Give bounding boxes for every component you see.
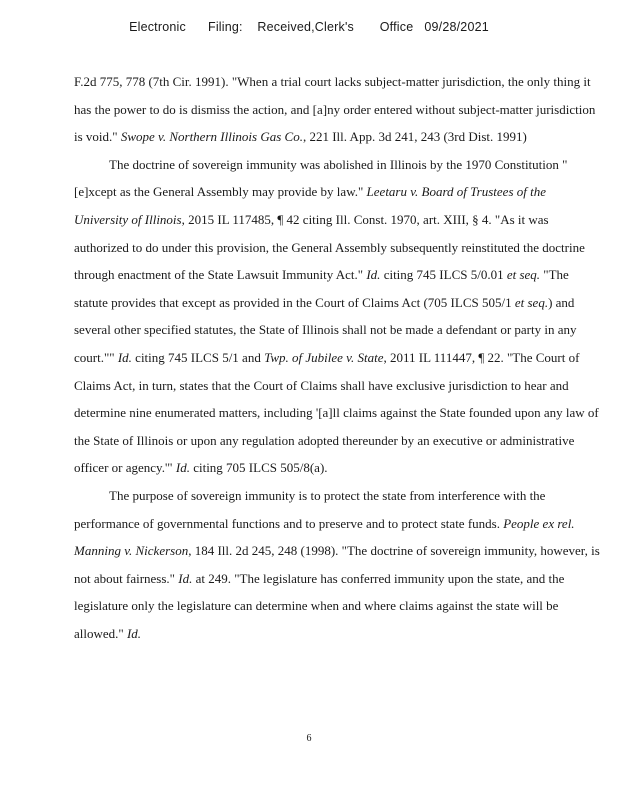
paragraph-3-text: at 249. "The legislature has conferred immunity upon the state, and the legislature only the legislature can determine when and where claims against the state will be allowed."	[74, 570, 565, 641]
paragraph-1-text: F.2d 775, 778 (7th Cir. 1991). "When a trial court lacks subject-matter jurisdiction, the only thing it has the power to do is dismiss the action, and [a]ny order entered without subject-matter jurisdiction is void."	[74, 74, 596, 145]
case-citation: Swope v. Northern Illinois Gas Co.	[120, 129, 303, 145]
page-number: 6	[306, 733, 312, 744]
paragraph-2-text: , 2011 IL 111447, ¶ 22. "The Court of Claims Act, in turn, states that the Court of Claims shall have exclusive jurisdiction to hear and determine nine enumerated matters, including '[a]ll claims against the State founded upon any law of the State of Illinois or upon any regulation adopted thereunder by an executive or administrative officer or agency.'"	[74, 349, 599, 476]
case-citation: Leetaru v. Board of Trustees of the University of Illinois	[74, 184, 547, 227]
paragraph-2-text: "The statute provides that except as provided in the Court of Claims Act (705 ILCS 505/1	[74, 267, 569, 310]
case-citation: Id.	[178, 570, 193, 586]
paragraph-3-text: The purpose of sovereign immunity is to protect the state from interference with the performance of governmental functions and to preserve and to protect state funds.	[74, 487, 546, 531]
paragraph-2-text: ) and several other specified statutes, the State of Illinois shall not be made a defendant or party in any court.""	[74, 294, 577, 365]
paragraph-1	[74, 68, 602, 151]
paragraph-2-text: citing 745 ILCS 5/1 and	[131, 349, 265, 365]
paragraph-2-text: , 2015 IL 117485, ¶ 42 citing Ill. Const. 1970, art. XIII, § 4. "As it was authorized to do under this provision, the General Assembly subsequently reinstituted the doctrine through enactment of the State Lawsuit Immunity Act."	[74, 211, 585, 283]
case-citation: et seq.	[514, 294, 549, 310]
efiling-header-text: Electronic Filing: Received,Clerk's Office 09/28/2021	[129, 20, 489, 34]
case-citation: Twp. of Jubilee v. State	[264, 349, 384, 365]
case-citation: People ex rel. Manning v. Nickerson	[74, 515, 575, 559]
case-citation: Id.	[117, 349, 132, 365]
case-citation: Id.	[366, 267, 381, 283]
paragraph-2-text: citing 705 ILCS 505/8(a).	[189, 460, 328, 476]
paragraph-2-text: citing 745 ILCS 5/0.01	[380, 267, 507, 283]
paragraph-3-text: , 184 Ill. 2d 245, 248 (1998). "The doctrine of sovereign immunity, however, is not about fairness."	[74, 543, 600, 586]
efiling-header	[0, 20, 618, 34]
case-citation: et seq.	[506, 267, 541, 283]
case-citation: Id.	[126, 625, 142, 641]
paragraph-1-text: , 221 Ill. App. 3d 241, 243 (3rd Dist. 1991)	[302, 129, 527, 145]
paragraph-2-text: The doctrine of sovereign immunity was abolished in Illinois by the 1970 Constitution "[e]xcept as the General Assembly may provide by law."	[74, 156, 568, 200]
document-body	[74, 68, 602, 647]
paragraph-2	[74, 151, 602, 482]
paragraph-3	[74, 482, 602, 648]
case-citation: Id.	[175, 460, 190, 476]
